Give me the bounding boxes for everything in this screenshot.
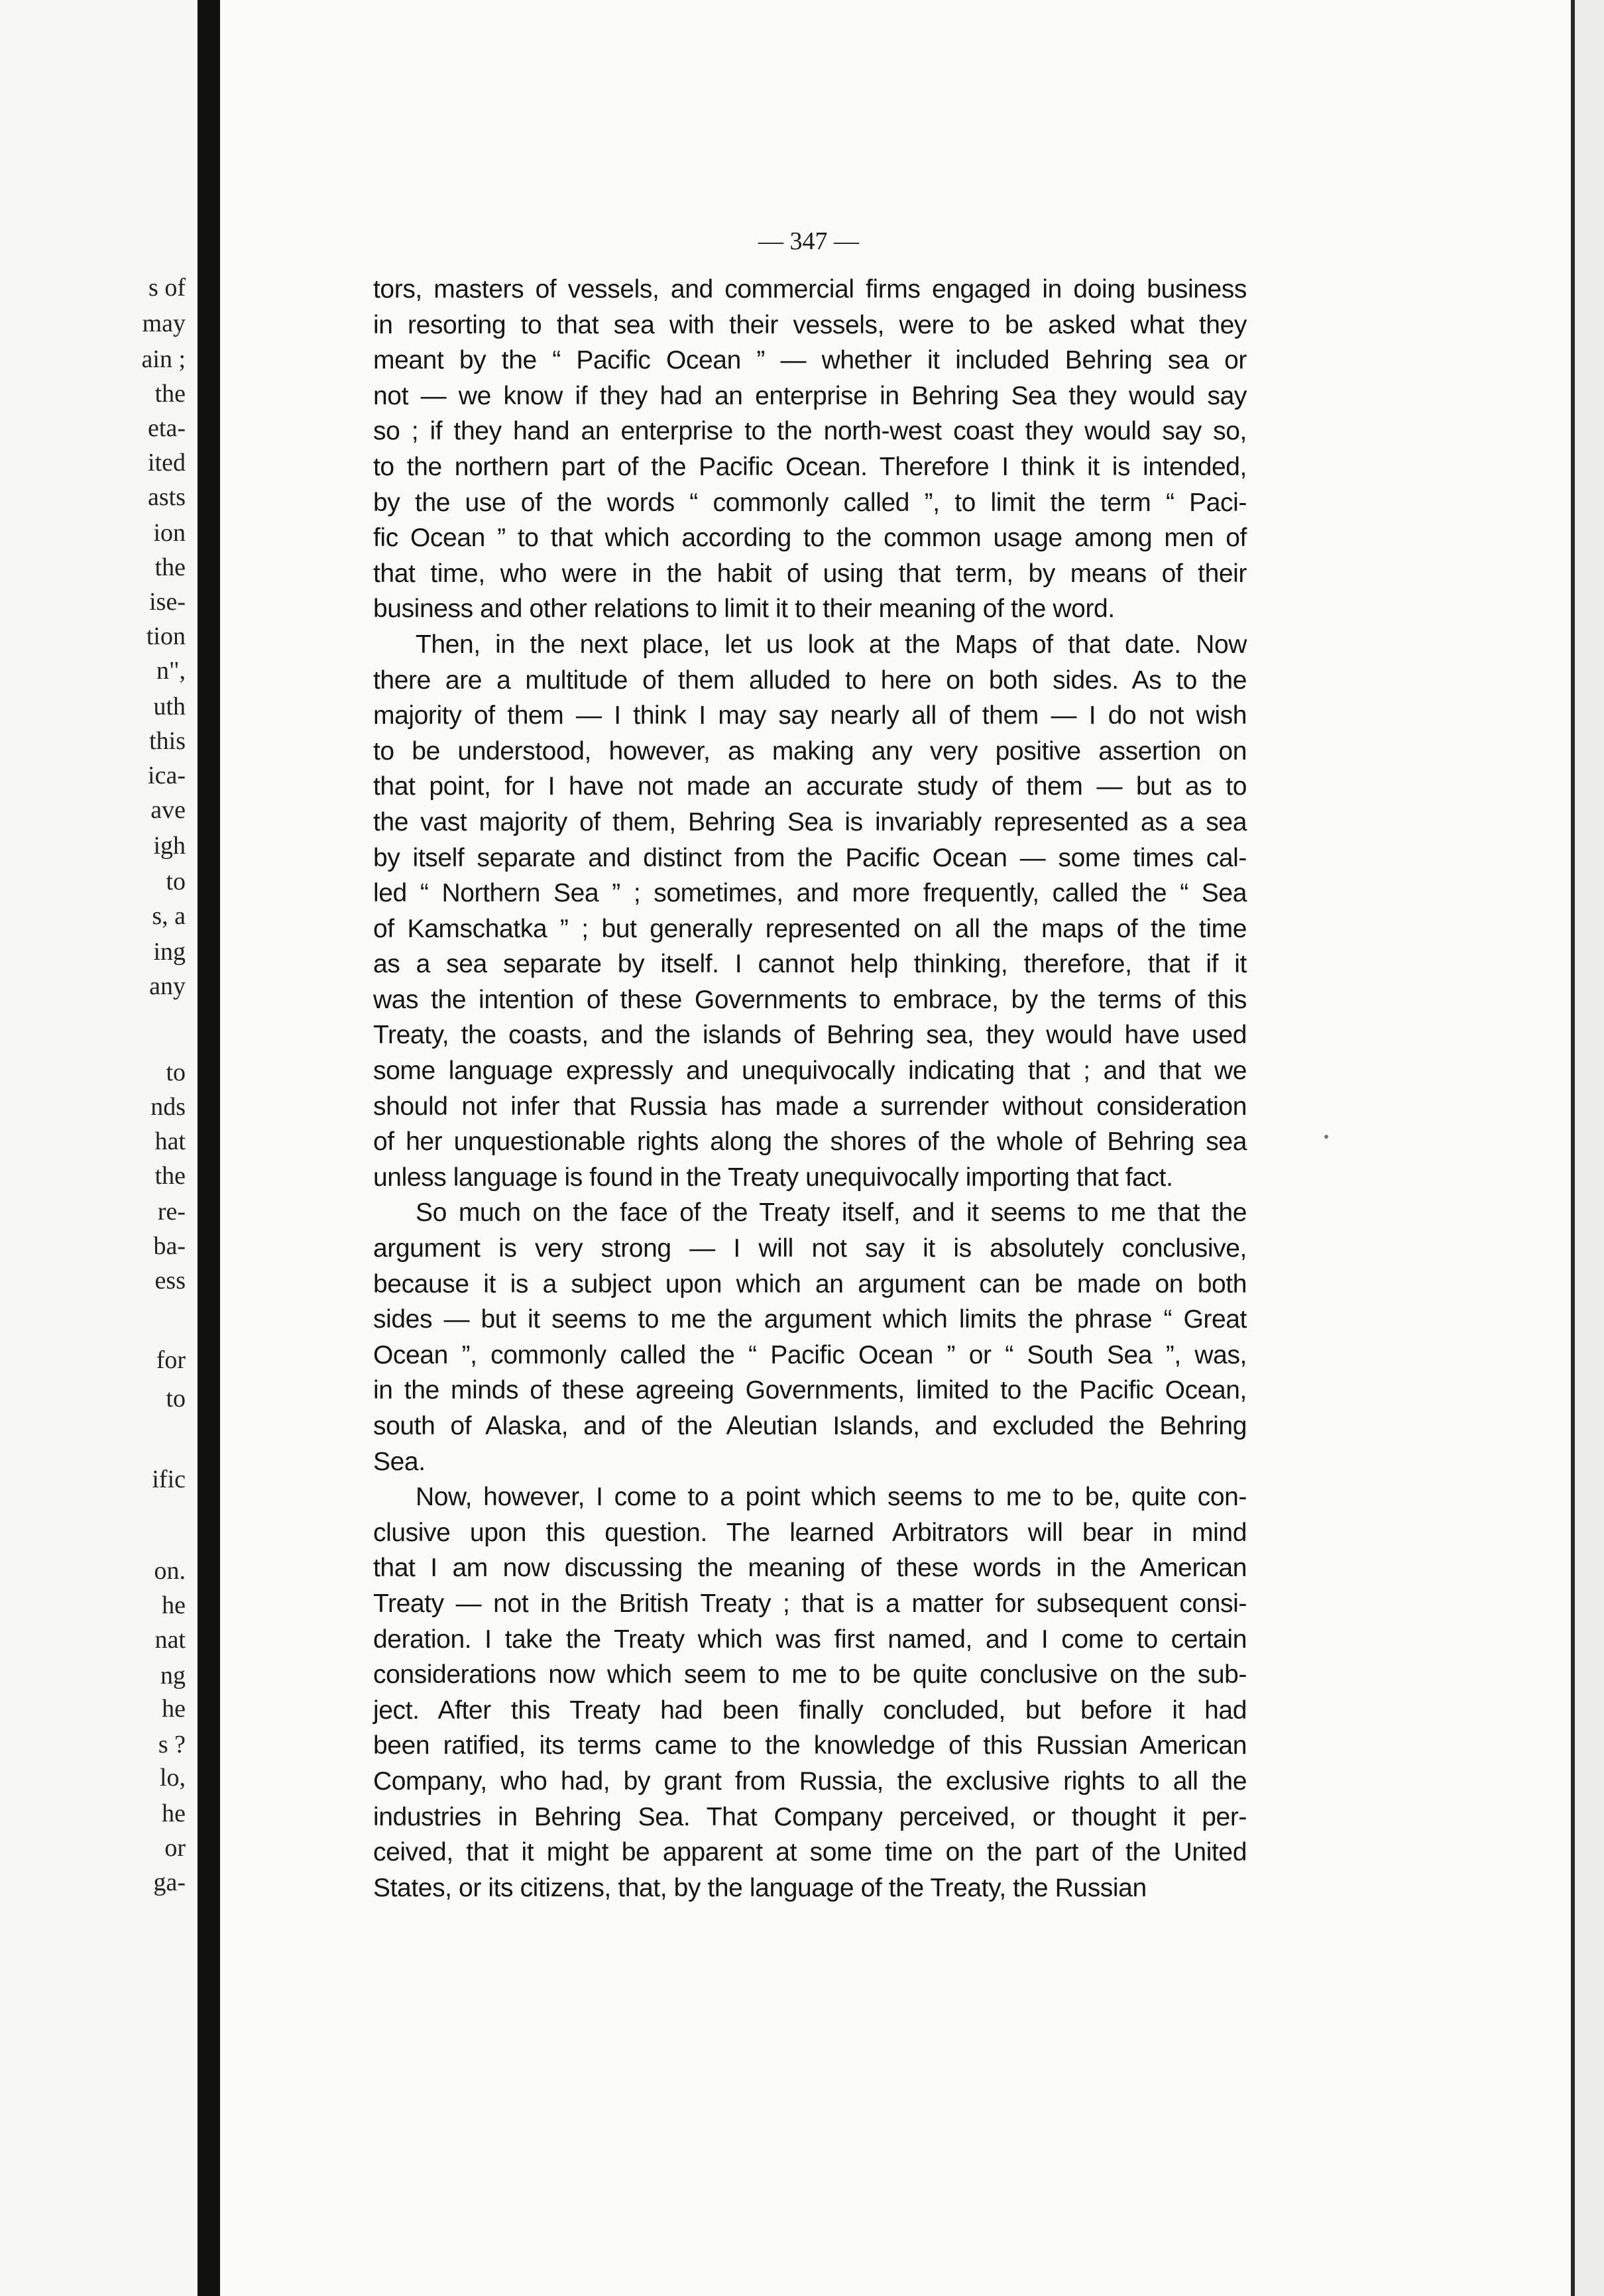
left-page-fragment: he	[162, 1695, 186, 1723]
text-line: ceived, that it might be apparent at some time on the part of the United	[373, 1838, 1247, 1867]
left-page-fragment: ess	[154, 1267, 186, 1294]
left-page-fragment: ng	[160, 1662, 186, 1690]
text-line: deration. I take the Treaty which was first named, and I come to certain	[373, 1625, 1247, 1654]
text-line: of Kamschatka ” ; but generally represented on all the maps of the time	[373, 914, 1247, 943]
left-page-fragment: nat	[154, 1626, 186, 1654]
left-page-fragment: ise-	[149, 588, 186, 616]
left-page-fragment: asts	[148, 483, 186, 511]
left-page-fragment: ba-	[153, 1232, 186, 1260]
left-page-fragment: ited	[148, 449, 186, 477]
left-page-fragment: ain ;	[141, 345, 186, 373]
text-line: by the use of the words “ commonly called ”, to limit the term “ Paci-	[373, 488, 1247, 517]
text-line: fic Ocean ” to that which according to the common usage among men of	[373, 524, 1247, 553]
paragraph	[373, 627, 1247, 1196]
text-line: as a sea separate by itself. I cannot help thinking, therefore, that if it	[373, 950, 1247, 979]
text-line: some language expressly and unequivocally indicating that ; and that we	[373, 1057, 1247, 1086]
text-line: meant by the “ Pacific Ocean ” — whether it included Behring sea or	[373, 346, 1247, 375]
left-page-fragment: ga-	[153, 1868, 186, 1896]
left-page-fragment: tion	[146, 622, 186, 650]
text-line: Ocean ”, commonly called the “ Pacific Ocean ” or “ South Sea ”, was,	[373, 1340, 1247, 1369]
text-line: business and other relations to limit it to their meaning of the word.	[373, 595, 1115, 624]
left-page-fragment: re-	[157, 1198, 186, 1226]
text-line: of her unquestionable rights along the shores of the whole of Behring sea	[373, 1127, 1247, 1157]
text-line: States, or its citizens, that, by the language of the Treaty, the Russian	[373, 1873, 1147, 1902]
left-page-fragment: eta-	[148, 414, 186, 442]
left-page-fragment: lo,	[159, 1764, 186, 1792]
text-line: to the northern part of the Pacific Ocean. Therefore I think it is intended,	[373, 452, 1247, 481]
left-page-fragment: igh	[153, 832, 186, 860]
text-line: in the minds of these agreeing Governments, limited to the Pacific Ocean,	[373, 1376, 1247, 1405]
left-page-fragment: uth	[153, 693, 186, 720]
text-line: considerations now which seem to me to be quite conclusive on the sub-	[373, 1660, 1247, 1690]
left-page-fragment: n",	[156, 657, 186, 685]
text-line: south of Alaska, and of the Aleutian Islands, and excluded the Behring	[373, 1412, 1247, 1440]
text-line: Treaty — not in the British Treaty ; that is a matter for subsequent consi-	[373, 1589, 1247, 1618]
text-line: unless language is found in the Treaty unequivocally importing that fact.	[373, 1163, 1173, 1192]
left-page-fragment: the	[154, 553, 186, 581]
text-line: Company, who had, by grant from Russia, the exclusive rights to all the	[373, 1766, 1247, 1796]
scan-speck	[1324, 1135, 1328, 1139]
text-line: tors, masters of vessels, and commercial firms engaged in doing business	[373, 275, 1247, 304]
text-line: been ratified, its terms came to the knowledge of this Russian American	[373, 1731, 1247, 1760]
text-line: Now, however, I come to a point which seems to me to be, quite con-	[416, 1483, 1247, 1512]
text-line: that I am now discussing the meaning of these words in the American	[373, 1554, 1247, 1583]
left-page-fragment: to	[166, 868, 186, 895]
text-line: industries in Behring Sea. That Company perceived, or thought it per-	[373, 1802, 1247, 1831]
text-line: ject. After this Treaty had been finally concluded, but before it had	[373, 1695, 1247, 1725]
text-line: to be understood, however, as making any very positive assertion on	[373, 736, 1247, 766]
left-page-fragment: ific	[152, 1465, 186, 1493]
left-page-fragment: s, a	[152, 902, 186, 930]
left-page-fragment: for	[156, 1346, 186, 1374]
text-line: majority of them — I think I may say nearly all of them — I do not wish	[373, 701, 1247, 730]
text-line: clusive upon this question. The learned Arbitrators will bear in mind	[373, 1518, 1247, 1547]
paragraph	[373, 272, 1247, 627]
left-page-fragment: or	[164, 1834, 186, 1862]
page-edge	[1571, 0, 1604, 2296]
left-page-fragment: the	[154, 1162, 186, 1190]
text-line: there are a multitude of them alluded to here on both sides. As to the	[373, 665, 1247, 695]
text-line: the vast majority of them, Behring Sea is invariably represented as a sea	[373, 807, 1247, 836]
left-page-fragment: the	[154, 380, 186, 408]
paragraph	[373, 1195, 1247, 1479]
text-line: that point, for I have not made an accurate study of them — but as to	[373, 772, 1247, 801]
text-line: in resorting to that sea with their vessels, were to be asked what they	[373, 310, 1247, 339]
text-line: not — we know if they had an enterprise in Behring Sea they would say	[373, 381, 1247, 410]
left-page-fragment: s of	[148, 274, 186, 302]
text-line: should not infer that Russia has made a surrender without consideration	[373, 1092, 1247, 1121]
book-gutter	[198, 0, 220, 2296]
left-page-fragment: hat	[154, 1127, 186, 1155]
left-page-fragment: s ?	[158, 1731, 186, 1758]
left-page-fragment: on.	[154, 1557, 186, 1585]
text-line: was the intention of these Governments to embrace, by the terms of this	[373, 985, 1247, 1014]
text-line: that time, who were in the habit of using that term, by means of their	[373, 559, 1247, 588]
body-text	[373, 272, 1247, 1906]
text-line: because it is a subject upon which an argument can be made on both	[373, 1269, 1247, 1298]
left-page-margin	[0, 0, 198, 2296]
text-line: So much on the face of the Treaty itself, and it seems to me that the	[416, 1198, 1247, 1228]
left-page-fragment: he	[162, 1591, 186, 1619]
paragraph	[373, 1479, 1247, 1906]
left-page-fragment: any	[149, 972, 186, 1000]
left-page-fragment: to	[166, 1385, 186, 1412]
left-page-fragment: may	[142, 310, 186, 337]
left-page-fragment: nds	[150, 1093, 186, 1121]
left-page-fragment: ion	[153, 519, 186, 547]
text-line: sides — but it seems to me the argument which limits the phrase “ Great	[373, 1305, 1247, 1334]
left-page-fragment: to	[166, 1059, 186, 1086]
text-line: so ; if they hand an enterprise to the north-west coast they would say so,	[373, 417, 1247, 446]
text-line: by itself separate and distinct from the Pacific Ocean — some times cal-	[373, 843, 1247, 872]
text-line: argument is very strong — I will not say it is absolutely conclusive,	[373, 1234, 1247, 1263]
left-page-fragment: ing	[153, 938, 186, 966]
text-line: Treaty, the coasts, and the islands of Behring sea, they would have used	[373, 1021, 1247, 1050]
left-page-fragment: ica-	[148, 762, 186, 789]
left-page-fragment: ave	[150, 796, 186, 824]
text-line: led “ Northern Sea ” ; sometimes, and more frequently, called the “ Sea	[373, 879, 1247, 908]
page-number: — 347 —	[758, 227, 859, 255]
text-line: Sea.	[373, 1447, 426, 1476]
text-line: Then, in the next place, let us look at the Maps of that date. Now	[416, 630, 1247, 659]
left-page-fragment: this	[149, 727, 186, 755]
left-page-fragment: he	[162, 1800, 186, 1827]
